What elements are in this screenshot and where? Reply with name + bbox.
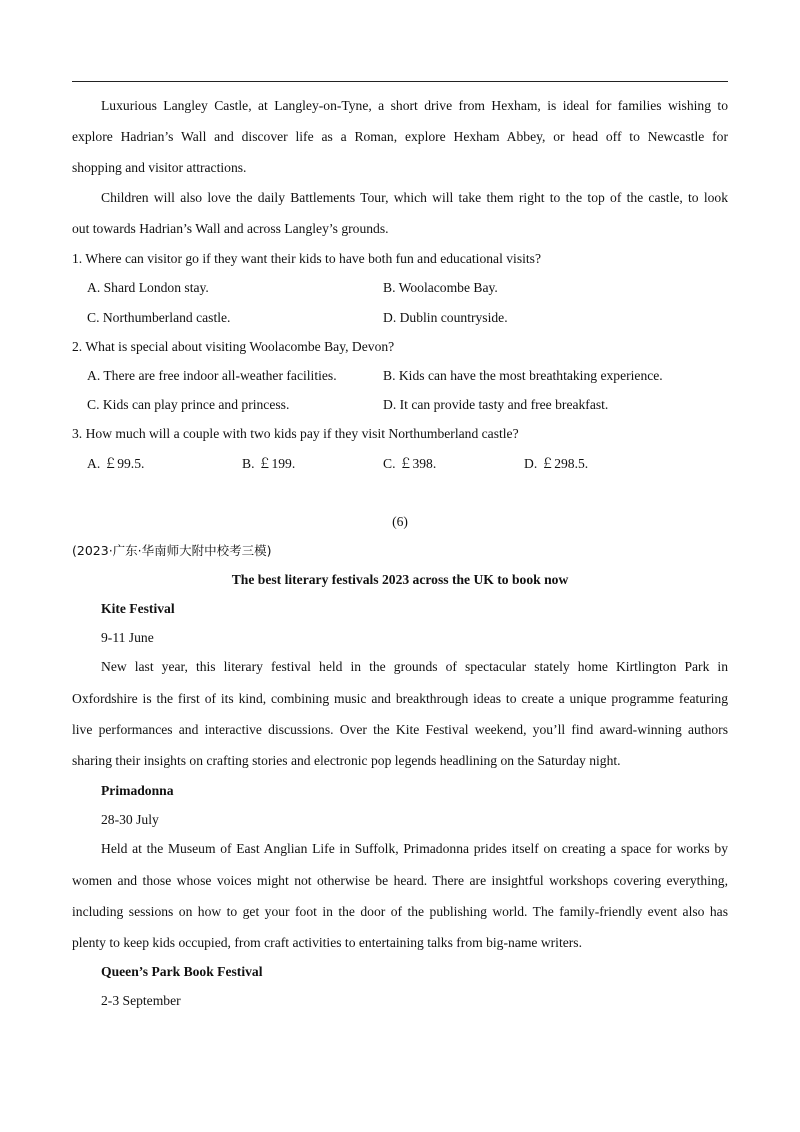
header-rule bbox=[72, 81, 728, 82]
festival-name: Primadonna bbox=[101, 783, 174, 798]
passage-line: out towards Hadrian’s Wall and across Langley’s grounds. bbox=[72, 221, 389, 236]
festival-text-line: sharing their insights on crafting stories and electronic pop legends headlining on the Saturday night. bbox=[72, 753, 621, 768]
answer-option: A. ￡99.5. bbox=[87, 456, 145, 471]
answer-option: A. There are free indoor all-weather facilities. bbox=[87, 368, 337, 383]
festival-name: Queen’s Park Book Festival bbox=[101, 964, 263, 979]
question-stem: 3. How much will a couple with two kids pay if they visit Northumberland castle? bbox=[72, 426, 519, 441]
section-source: (2023·广东·华南师大附中校考三模) bbox=[72, 543, 272, 558]
answer-option: D. It can provide tasty and free breakfast. bbox=[383, 397, 609, 412]
passage-line: Children will also love the daily Battlements Tour, which will take them right to the top of the castle, to look bbox=[101, 190, 728, 205]
festival-text-line: Oxfordshire is the first of its kind, combining music and breakthrough ideas to create a unique programme featuring bbox=[72, 691, 728, 706]
festival-text-line: women and those whose voices might not otherwise be heard. There are insightful workshops covering everything, bbox=[72, 873, 728, 888]
section-number: (6) bbox=[392, 514, 408, 529]
answer-option: C. ￡398. bbox=[383, 456, 437, 471]
festival-text-line: New last year, this literary festival held in the grounds of spectacular stately home Kirtlington Park in bbox=[101, 659, 728, 674]
passage-line: shopping and visitor attractions. bbox=[72, 160, 247, 175]
question-stem: 1. Where can visitor go if they want their kids to have both fun and educational visits? bbox=[72, 251, 541, 266]
festival-date: 2-3 September bbox=[101, 993, 181, 1008]
festival-text-line: live performances and interactive discussions. Over the Kite Festival weekend, you’ll find award-winning authors bbox=[72, 722, 728, 737]
festival-date: 28-30 July bbox=[101, 812, 159, 827]
festival-name: Kite Festival bbox=[101, 601, 175, 616]
festival-date: 9-11 June bbox=[101, 630, 154, 645]
article-title: The best literary festivals 2023 across the UK to book now bbox=[231, 572, 569, 587]
answer-option: B. Woolacombe Bay. bbox=[383, 280, 498, 295]
festival-text-line: Held at the Museum of East Anglian Life in Suffolk, Primadonna prides itself on creating a space for works by bbox=[101, 841, 728, 856]
answer-option: D. ￡298.5. bbox=[524, 456, 589, 471]
answer-option: C. Kids can play prince and princess. bbox=[87, 397, 290, 412]
passage-line: Luxurious Langley Castle, at Langley-on-Tyne, a short drive from Hexham, is ideal for families wishing to bbox=[101, 98, 728, 113]
answer-option: B. Kids can have the most breathtaking experience. bbox=[383, 368, 663, 383]
festival-text-line: including sessions on how to get your foot in the door of the publishing world. The family-friendly event also has bbox=[72, 904, 728, 919]
festival-text-line: plenty to keep kids occupied, from craft activities to entertaining talks from big-name writers. bbox=[72, 935, 582, 950]
answer-option: A. Shard London stay. bbox=[87, 280, 209, 295]
answer-option: C. Northumberland castle. bbox=[87, 310, 231, 325]
answer-option: B. ￡199. bbox=[242, 456, 296, 471]
answer-option: D. Dublin countryside. bbox=[383, 310, 508, 325]
passage-line: explore Hadrian’s Wall and discover life as a Roman, explore Hexham Abbey, or head off to Newcastle for bbox=[72, 129, 728, 144]
question-stem: 2. What is special about visiting Woolacombe Bay, Devon? bbox=[72, 339, 395, 354]
